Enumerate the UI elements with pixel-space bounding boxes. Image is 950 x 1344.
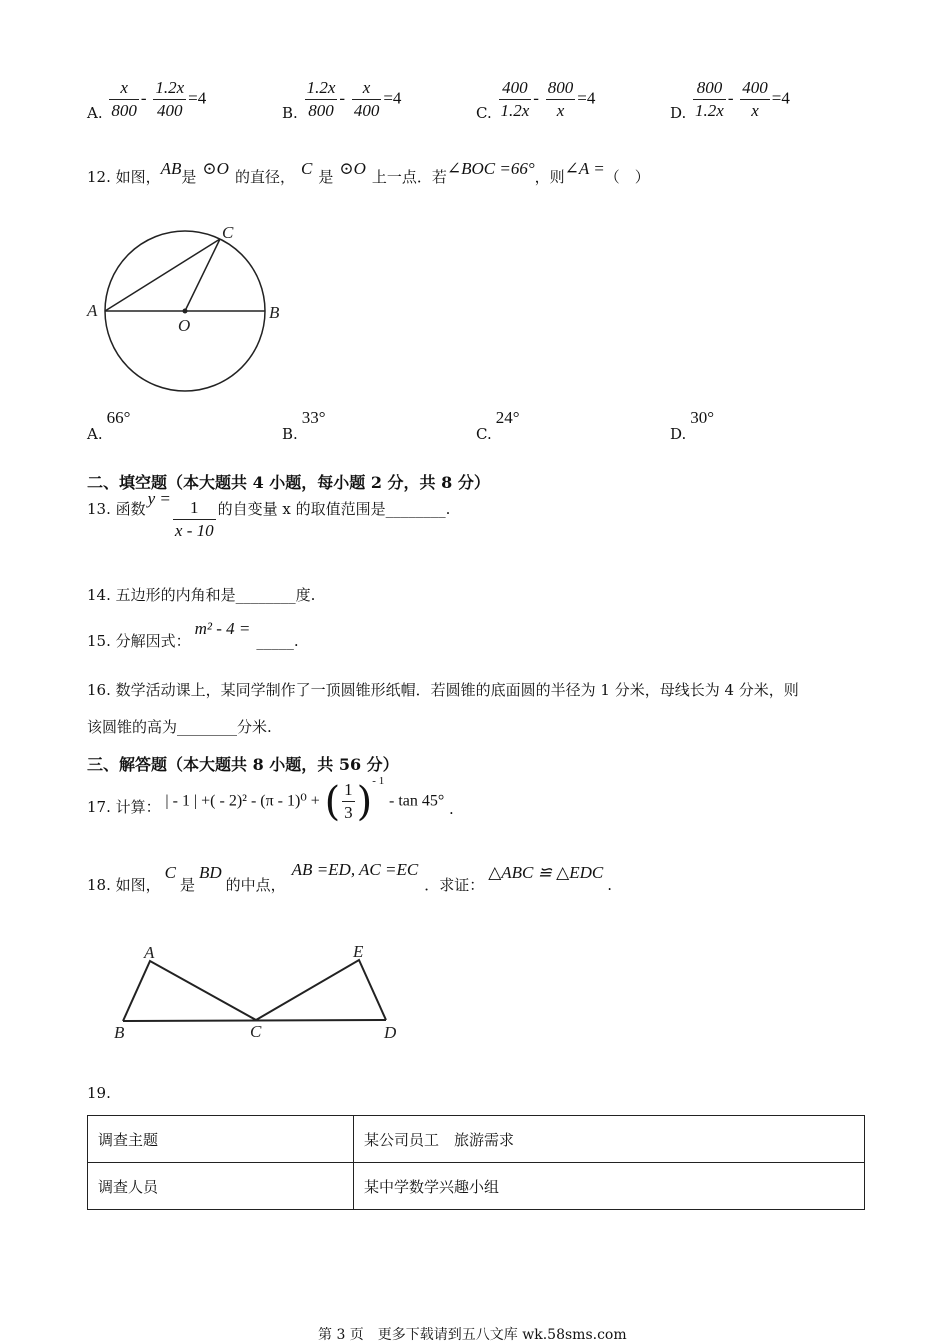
label-a: A (144, 943, 155, 962)
q11-option-a: A. $\frac{x}{800}$ - $\frac{1.2x}{400}$ =4 (87, 78, 207, 122)
label-c: C (222, 223, 234, 242)
q13: 13. 函数y = $\frac{1}{x - 10}$ 的自变量 x 的取值范围是________. (87, 489, 451, 540)
q12-option-b: B.33° (282, 408, 326, 443)
table-cell: 某公司员工 旅游需求 (354, 1116, 865, 1163)
label-d: D (384, 1023, 397, 1042)
q12-stem: 12. 如图，AB是 ⊙O 的直径， C 是 ⊙O 上一点．若∠BOC =66°，则∠A =（ ） (87, 159, 650, 186)
q15: 15. 分解因式：m² - 4 =_____. (87, 619, 299, 650)
q12-option-d: D.30° (670, 408, 715, 443)
q11-option-c: C. $\frac{400}{1.2x}$ - $\frac{800}{x}$ =4 (476, 78, 596, 122)
triangle-abc (123, 961, 256, 1021)
q12-option-c: C.24° (476, 408, 520, 443)
label-o: O (178, 316, 191, 335)
center-point (183, 309, 188, 314)
label-e: E (353, 942, 364, 961)
label-b: B (114, 1023, 125, 1042)
q18-stem: 18. 如图，C是BD的中点，AB =ED, AC =EC．求证：△ABC ≌ △EDC. (87, 860, 612, 894)
q19-survey-table (87, 1115, 865, 1210)
q16-line2: 该圆锥的高为________分米. (87, 718, 272, 736)
section-2-heading: 二、填空题（本大题共 4 小题，每小题 2 分，共 8 分） (87, 473, 490, 492)
label-b: B (269, 303, 280, 322)
label-a: A (87, 301, 98, 320)
table-row (88, 1163, 865, 1210)
segment-bd (123, 1020, 386, 1021)
page-footer: 第 3 页 更多下载请到五八文库 wk.58sms.com (318, 1327, 627, 1343)
q11-option-d: D. $\frac{800}{1.2x}$ - $\frac{400}{x}$ =4 (670, 78, 790, 122)
table-row (88, 1116, 865, 1163)
table-cell: 调查主题 (88, 1116, 354, 1163)
q14: 14. 五边形的内角和是________度. (87, 586, 316, 604)
q18-triangle-figure (110, 940, 410, 1045)
table-cell: 某中学数学兴趣小组 (354, 1163, 865, 1210)
triangle-edc (256, 960, 386, 1020)
section-3-heading: 三、解答题（本大题共 8 小题，共 56 分） (87, 755, 399, 774)
q11-option-b: B. $\frac{1.2x}{800}$ - $\frac{x}{400}$ =4 (282, 78, 402, 122)
table-cell: 调查人员 (88, 1163, 354, 1210)
q19-number: 19. (87, 1084, 111, 1102)
label-c: C (250, 1022, 262, 1041)
q12-option-a: A.66° (87, 408, 131, 443)
q12-circle-figure (80, 220, 300, 400)
q17: 17. 计算： | - 1 | +( - 2)² - (π - 1)⁰ + ( $\frac{1}{3}$ )$^{- 1}$ - tan 45° . (87, 774, 454, 825)
q16-line1: 16. 数学活动课上，某同学制作了一顶圆锥形纸帽．若圆锥的底面圆的半径为 1 分米，母线长为 4 分米，则 (87, 681, 799, 699)
